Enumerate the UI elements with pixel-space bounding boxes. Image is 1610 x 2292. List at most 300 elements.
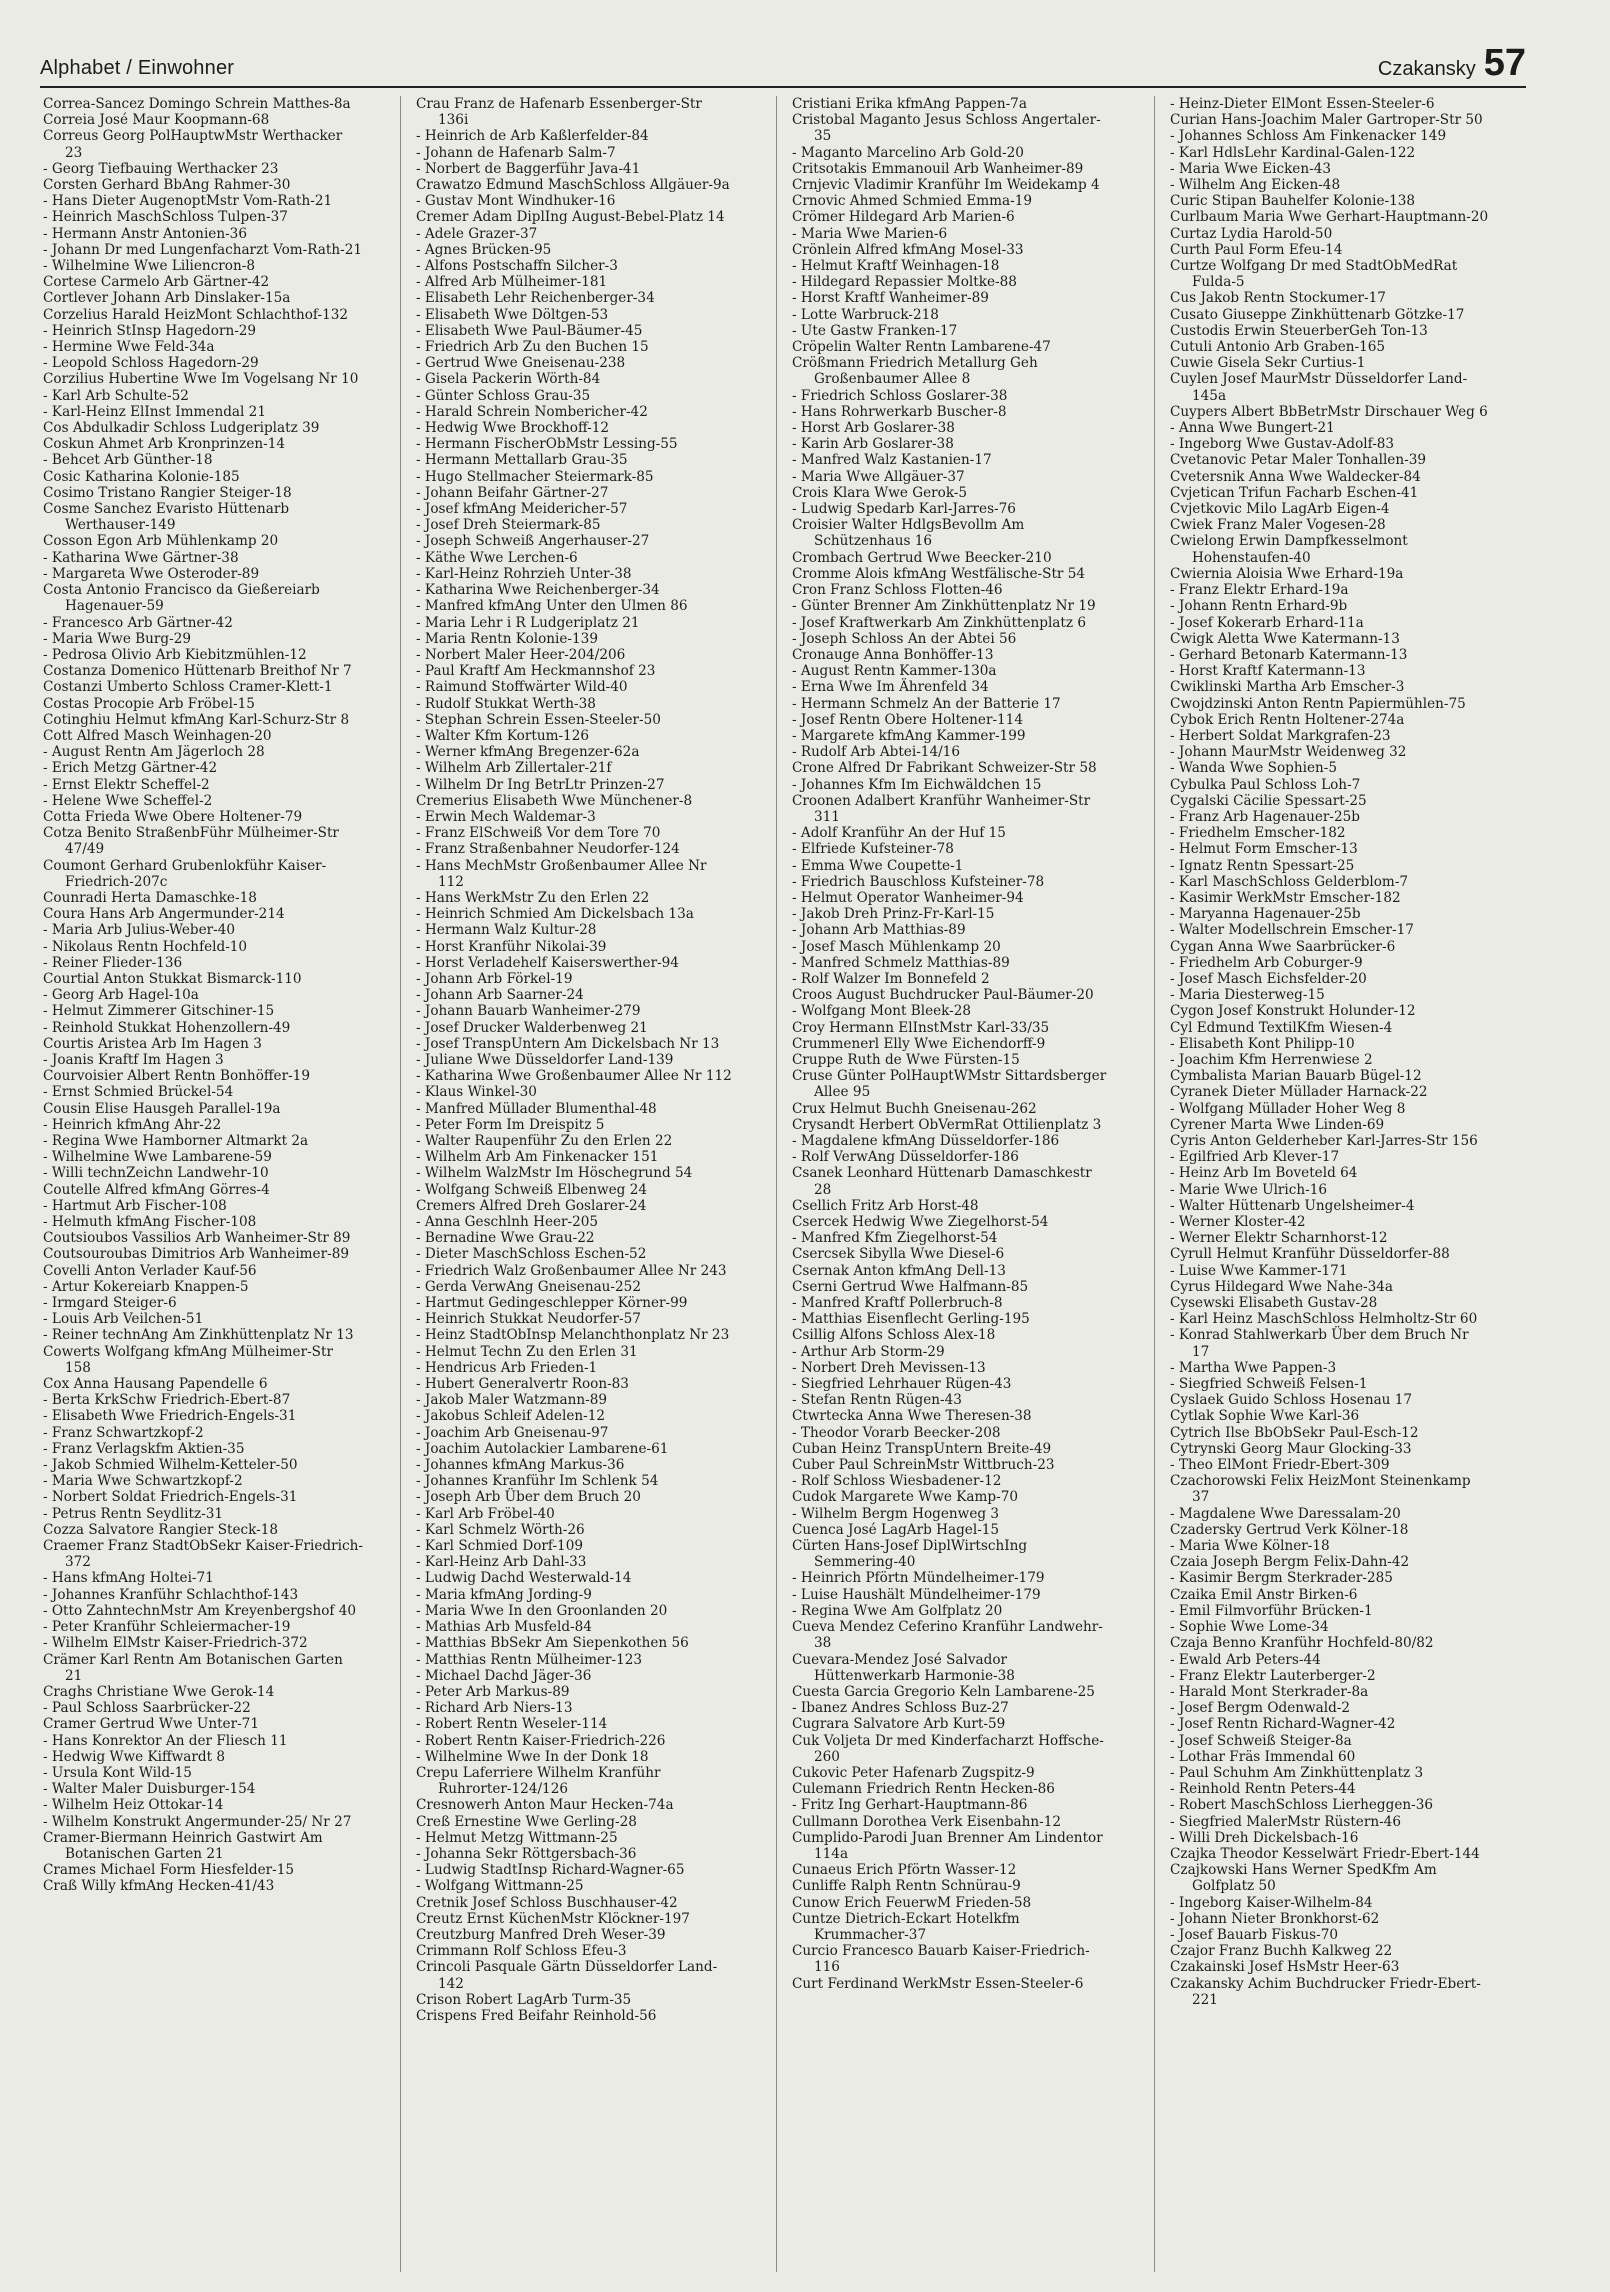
directory-entry: - Richard Arb Niers-13 [416, 1700, 573, 1717]
page-number: 57 [1483, 42, 1526, 84]
directory-entry: - Behcet Arb Günther-18 [43, 452, 213, 469]
directory-entry: - Karl-Heinz Rohrzieh Unter-38 [416, 565, 632, 582]
directory-entry: - Luise Wwe Kammer-171 [1170, 1262, 1348, 1279]
directory-entry: Courtis Aristea Arb Im Hagen 3 [43, 1035, 262, 1052]
directory-entry: Cybulka Paul Schloss Loh-7 [1170, 776, 1361, 793]
directory-entry: - Karl Arb Schulte-52 [43, 387, 189, 404]
directory-entry: - Bernadine Wwe Grau-22 [416, 1230, 595, 1247]
directory-entry: - Heinrich Schmied Am Dickelsbach 13a [416, 906, 694, 923]
directory-entry: Crnjevic Vladimir Kranführ Im Weidekamp 4 [792, 177, 1100, 194]
directory-entry: - Heinz StadtObInsp Melanchthonplatz Nr 23 [416, 1327, 730, 1344]
directory-entry: - Gisela Packerin Wörth-84 [416, 371, 601, 388]
directory-entry: - Louis Arb Veilchen-51 [43, 1311, 204, 1328]
directory-entry: - Rolf VerwAng Düsseldorfer-186 [792, 1149, 1019, 1166]
directory-entry: - Ute Gastw Franken-17 [792, 322, 958, 339]
directory-entry: Cuevara-Mendez José Salvador Hüttenwerkarb Harmonie-38 [792, 1651, 1015, 1684]
directory-entry: - Kasimir Bergm Sterkrader-285 [1170, 1570, 1393, 1587]
directory-entry: - Hartmut Gedingeschlepper Körner-99 [416, 1295, 688, 1312]
directory-entry: Cwigk Aletta Wwe Katermann-13 [1170, 630, 1400, 647]
directory-column-2 [416, 96, 736, 2024]
directory-entry: - Maria Wwe Eicken-43 [1170, 160, 1331, 177]
directory-entry: Cox Anna Hausang Papendelle 6 [43, 1376, 268, 1393]
directory-entry: - Elisabeth Wwe Paul-Bäumer-45 [416, 322, 643, 339]
directory-entry: - Petrus Rentn Seydlitz-31 [43, 1505, 224, 1522]
directory-entry: - Ingeborg Kaiser-Wilhelm-84 [1170, 1894, 1373, 1911]
directory-entry: Correia José Maur Koopmann-68 [43, 112, 270, 129]
directory-entry: - Robert MaschSchloss Lierheggen-36 [1170, 1797, 1434, 1814]
directory-entry: - Friedhelm Arb Coburger-9 [1170, 954, 1363, 971]
directory-entry: Cybok Erich Rentn Holtener-274a [1170, 711, 1405, 728]
directory-entry: - Walter Modellschrein Emscher-17 [1170, 922, 1414, 939]
directory-entry: - Paul Schloss Saarbrücker-22 [43, 1700, 251, 1717]
directory-entry: - Elisabeth Wwe Friedrich-Engels-31 [43, 1408, 297, 1425]
directory-entry: - Manfred Kraftf Pollerbruch-8 [792, 1295, 1003, 1312]
directory-entry: Coutsioubos Vassilios Arb Wanheimer-Str 89 [43, 1230, 351, 1247]
directory-entry: - Reinhold Stukkat Hohenzollern-49 [43, 1019, 291, 1036]
directory-entry: - Josef kfmAng Meidericher-57 [416, 501, 628, 518]
directory-entry: Cunow Erich FeuerwM Frieden-58 [792, 1894, 1032, 1911]
column-divider [400, 96, 401, 2272]
directory-entry: Crois Klara Wwe Gerok-5 [792, 484, 968, 501]
directory-entry: - Maryanna Hagenauer-25b [1170, 906, 1361, 923]
directory-entry: Cyslaek Guido Schloss Hosenau 17 [1170, 1392, 1413, 1409]
directory-entry: - Maria Wwe Schwartzkopf-2 [43, 1473, 243, 1490]
directory-entry: - Hans Konrektor An der Fliesch 11 [43, 1732, 288, 1749]
directory-entry: - Harald Schrein Nombericher-42 [416, 403, 648, 420]
directory-entry: Cvjetican Trifun Facharb Eschen-41 [1170, 484, 1419, 501]
directory-entry: - Joachim Autolackier Lambarene-61 [416, 1440, 669, 1457]
directory-entry: Csanek Leonhard Hüttenarb Damaschkestr 28 [792, 1165, 1092, 1198]
column-divider [776, 96, 777, 2272]
directory-entry: - Wilhelm Arb Am Finkenacker 151 [416, 1149, 659, 1166]
directory-entry: - Wolfgang Schweiß Elbenweg 24 [416, 1181, 647, 1198]
directory-entry: Cytrynski Georg Maur Glocking-33 [1170, 1440, 1412, 1457]
directory-entry: - Johannes Kfm Im Eichwäldchen 15 [792, 776, 1042, 793]
directory-entry: - Josef Masch Mühlenkamp 20 [792, 938, 1001, 955]
directory-entry: Cueva Mendez Ceferino Kranführ Landwehr-38 [792, 1619, 1103, 1652]
directory-entry: Courtial Anton Stukkat Bismarck-110 [43, 970, 302, 987]
directory-entry: - Wilhelmine Wwe In der Donk 18 [416, 1748, 649, 1765]
directory-entry: - Karl-Heinz ElInst Immendal 21 [43, 403, 266, 420]
directory-entry: Crone Alfred Dr Fabrikant Schweizer-Str 58 [792, 760, 1097, 777]
directory-entry: - Alfred Arb Mülheimer-181 [416, 274, 608, 291]
directory-entry: Cunliffe Ralph Rentn Schnürau-9 [792, 1878, 1021, 1895]
directory-entry: Curt Ferdinand WerkMstr Essen-Steeler-6 [792, 1975, 1084, 1992]
directory-entry: - Siegfried Schweiß Felsen-1 [1170, 1376, 1368, 1393]
directory-entry: - Johann Dr med Lungenfacharzt Vom-Rath-21 [43, 241, 363, 258]
directory-entry: - Agnes Brücken-95 [416, 241, 552, 258]
directory-entry: - Alfons Postschaffn Silcher-3 [416, 258, 618, 275]
directory-entry: - Peter Form Im Dreispitz 5 [416, 1116, 605, 1133]
directory-entry: - Regina Wwe Am Golfplatz 20 [792, 1602, 1003, 1619]
directory-entry: Covelli Anton Verlader Kauf-56 [43, 1262, 257, 1279]
directory-entry: - Walter Maler Duisburger-154 [43, 1781, 256, 1798]
directory-entry: - Maria Wwe In den Groonlanden 20 [416, 1602, 668, 1619]
directory-entry: - Wilhelm Ang Eicken-48 [1170, 177, 1341, 194]
directory-entry: - Wilhelm Bergm Hogenweg 3 [792, 1505, 1000, 1522]
directory-entry: Cron Franz Schloss Flotten-46 [792, 582, 1003, 599]
directory-entry: Coura Hans Arb Angermunder-214 [43, 906, 285, 923]
directory-entry: Coskun Ahmet Arb Kronprinzen-14 [43, 436, 286, 453]
directory-entry: - Maria Wwe Kölner-18 [1170, 1538, 1330, 1555]
directory-entry: - Maria Lehr i R Ludgeriplatz 21 [416, 614, 640, 631]
directory-entry: - Otto ZahntechnMstr Am Kreyenbergshof 40 [43, 1602, 357, 1619]
directory-entry: - Erwin Mech Waldemar-3 [416, 808, 596, 825]
directory-entry: - Johann MaurMstr Weidenweg 32 [1170, 744, 1407, 761]
directory-entry: Cosme Sanchez Evaristo Hüttenarb Werthauser-149 [43, 501, 290, 534]
directory-entry: Custodis Erwin SteuerberGeh Ton-13 [1170, 322, 1428, 339]
directory-entry: - Ignatz Rentn Spessart-25 [1170, 857, 1355, 874]
directory-entry: - Franz Straßenbahner Neudorfer-124 [416, 841, 680, 858]
directory-entry: - Josef Bergm Odenwald-2 [1170, 1700, 1351, 1717]
directory-entry: Costa Antonio Francisco da Gießereiarb Hagenauer-59 [43, 582, 320, 615]
directory-entry: - Raimund Stoffwärter Wild-40 [416, 679, 628, 696]
directory-entry: - Herbert Soldat Markgrafen-23 [1170, 727, 1391, 744]
directory-entry: - Josef Bauarb Fiskus-70 [1170, 1926, 1339, 1943]
directory-entry: - Josef Rentn Obere Holtener-114 [792, 711, 1023, 728]
directory-entry: Csercek Hedwig Wwe Ziegelhorst-54 [792, 1214, 1049, 1231]
directory-entry: - Fritz Ing Gerhart-Hauptmann-86 [792, 1797, 1028, 1814]
directory-entry: Cwielong Erwin Dampfkesselmont Hohenstaufen-40 [1170, 533, 1408, 566]
directory-entry: Cutuli Antonio Arb Graben-165 [1170, 339, 1386, 356]
directory-entry: - Friedrich Schloss Goslarer-38 [792, 387, 1008, 404]
directory-entry: - Friedrich Bauschloss Kufsteiner-78 [792, 873, 1045, 890]
directory-entry: - Luise Haushält Mündelheimer-179 [792, 1586, 1041, 1603]
directory-entry: - Hermine Wwe Feld-34a [43, 339, 215, 356]
directory-entry: Croy Hermann ElInstMstr Karl-33/35 [792, 1019, 1050, 1036]
directory-entry: - Johann Arb Saarner-24 [416, 987, 584, 1004]
directory-entry: Coumont Gerhard Grubenlokführ Kaiser-Friedrich-207c [43, 857, 327, 890]
directory-entry: - Joseph Schweiß Angerhauser-27 [416, 533, 650, 550]
directory-entry: - Theodor Vorarb Beecker-208 [792, 1424, 1001, 1441]
directory-entry: Crux Helmut Buchh Gneisenau-262 [792, 1100, 1037, 1117]
directory-entry: - Hartmut Arb Fischer-108 [43, 1197, 227, 1214]
directory-entry: Craemer Franz StadtObSekr Kaiser-Friedrich-372 [43, 1538, 363, 1571]
directory-entry: - Helmuth kfmAng Fischer-108 [43, 1214, 257, 1231]
directory-entry: - Walter Hüttenarb Ungelsheimer-4 [1170, 1197, 1415, 1214]
directory-entry: Cytrich Ilse BbObSekr Paul-Esch-12 [1170, 1424, 1419, 1441]
directory-entry: Cotinghiu Helmut kfmAng Karl-Schurz-Str 8 [43, 711, 350, 728]
directory-entry: - Maria Diesterweg-15 [1170, 987, 1325, 1004]
directory-entry: Cunaeus Erich Pförtn Wasser-12 [792, 1862, 1017, 1879]
directory-entry: Curtze Wolfgang Dr med StadtObMedRat Fulda-5 [1170, 258, 1458, 291]
directory-entry: - Stephan Schrein Essen-Steeler-50 [416, 711, 661, 728]
directory-entry: - Ibanez Andres Schloss Buz-27 [792, 1700, 1009, 1717]
directory-entry: Csillig Alfons Schloss Alex-18 [792, 1327, 996, 1344]
directory-entry: Czachorowski Felix HeizMont Steinenkamp 37 [1170, 1473, 1471, 1506]
directory-entry: Cwiek Franz Maler Vogesen-28 [1170, 517, 1386, 534]
directory-entry: - Rudolf Arb Abtei-14/16 [792, 744, 960, 761]
directory-entry: - Theo ElMont Friedr-Ebert-309 [1170, 1457, 1390, 1474]
directory-entry: - Wanda Wwe Sophien-5 [1170, 760, 1338, 777]
directory-entry: Cuwie Gisela Sekr Curtius-1 [1170, 355, 1366, 372]
directory-entry: Cuban Heinz TranspUntern Breite-49 [792, 1440, 1052, 1457]
directory-entry: - Franz Elektr Erhard-19a [1170, 582, 1349, 599]
directory-entry: - Josef Kraftwerkarb Am Zinkhüttenplatz 6 [792, 614, 1087, 631]
directory-entry: - Josef Schweiß Steiger-8a [1170, 1732, 1352, 1749]
directory-entry: - Erich Metzg Gärtner-42 [43, 760, 218, 777]
directory-entry: - Karl MaschSchloss Gelderblom-7 [1170, 873, 1409, 890]
directory-entry: Critsotakis Emmanouil Arb Wanheimer-89 [792, 160, 1084, 177]
directory-entry: Csernak Anton kfmAng Dell-13 [792, 1262, 1006, 1279]
directory-entry: - Hubert Generalvertr Roon-83 [416, 1376, 629, 1393]
directory-entry: Cremers Alfred Dreh Goslarer-24 [416, 1197, 647, 1214]
directory-entry: - Manfred Schmelz Matthias-89 [792, 954, 1010, 971]
directory-entry: Cwiernia Aloisia Wwe Erhard-19a [1170, 565, 1404, 582]
directory-entry: - Maganto Marcelino Arb Gold-20 [792, 144, 1024, 161]
directory-entry: Cosimo Tristano Rangier Steiger-18 [43, 484, 292, 501]
directory-entry: - Robert Rentn Kaiser-Friedrich-226 [416, 1732, 666, 1749]
directory-entry: - Johann Arb Matthias-89 [792, 922, 966, 939]
directory-entry: - Peter Arb Markus-89 [416, 1683, 570, 1700]
directory-entry: Crummenerl Elly Wwe Eichendorff-9 [792, 1035, 1046, 1052]
directory-entry: - Karl-Heinz Arb Dahl-33 [416, 1554, 587, 1571]
directory-entry: Curth Paul Form Efeu-14 [1170, 241, 1343, 258]
directory-entry: Costanzi Umberto Schloss Cramer-Klett-1 [43, 679, 333, 696]
directory-entry: Cousin Elise Hausgeh Parallel-19a [43, 1100, 281, 1117]
directory-entry: - Hermann Mettallarb Grau-35 [416, 452, 628, 469]
directory-entry: - Hans MechMstr Großenbaumer Allee Nr 112 [416, 857, 707, 890]
directory-entry: - Rolf Schloss Wiesbadener-12 [792, 1473, 1002, 1490]
directory-entry: - Hans Dieter AugenoptMstr Vom-Rath-21 [43, 193, 333, 210]
directory-entry: Coutelle Alfred kfmAng Görres-4 [43, 1181, 270, 1198]
directory-entry: Crau Franz de Hafenarb Essenberger-Str 136i [416, 96, 702, 129]
directory-entry: Croos August Buchdrucker Paul-Bäumer-20 [792, 987, 1094, 1004]
directory-entry: - Elisabeth Kont Philipp-10 [1170, 1035, 1355, 1052]
directory-entry: Cullmann Dorothea Verk Eisenbahn-12 [792, 1813, 1062, 1830]
directory-entry: Cuypers Albert BbBetrMstr Dirschauer Weg 6 [1170, 403, 1488, 420]
directory-entry: Cott Alfred Masch Weinhagen-20 [43, 727, 272, 744]
directory-entry: - Robert Rentn Weseler-114 [416, 1716, 608, 1733]
directory-entry: - Emma Wwe Coupette-1 [792, 857, 964, 874]
directory-entry: Cus Jakob Rentn Stockumer-17 [1170, 290, 1386, 307]
directory-entry: - Horst Kraftf Wanheimer-89 [792, 290, 989, 307]
directory-entry: - Jakob Dreh Prinz-Fr-Karl-15 [792, 906, 995, 923]
directory-entry: - Horst Kraftf Katermann-13 [1170, 663, 1366, 680]
directory-entry: - Josef TranspUntern Am Dickelsbach Nr 13 [416, 1035, 720, 1052]
directory-entry: Cristiani Erika kfmAng Pappen-7a [792, 96, 1027, 112]
directory-entry: Cuntze Dietrich-Eckart Hotelkfm Krummacher-37 [792, 1910, 1020, 1943]
directory-entry: - Günter Brenner Am Zinkhüttenplatz Nr 19 [792, 598, 1096, 615]
directory-entry: - Leopold Schloss Hagedorn-29 [43, 355, 259, 372]
directory-entry: - Margareta Wwe Osteroder-89 [43, 565, 260, 582]
directory-entry: Cysewski Elisabeth Gustav-28 [1170, 1295, 1378, 1312]
directory-entry: Crombach Gertrud Wwe Beecker-210 [792, 549, 1052, 566]
directory-entry: - Norbert Maler Heer-204/206 [416, 646, 626, 663]
directory-entry: - Dieter MaschSchloss Eschen-52 [416, 1246, 647, 1263]
directory-entry: - Hermann Walz Kultur-28 [416, 922, 597, 939]
directory-entry: - Siegfried Lehrhauer Rügen-43 [792, 1376, 1012, 1393]
directory-entry: Cronauge Anna Bonhöffer-13 [792, 646, 994, 663]
directory-entry: - Wolfgang Müllader Hoher Weg 8 [1170, 1100, 1406, 1117]
directory-entry: - Wilhelmine Wwe Liliencron-8 [43, 258, 255, 275]
directory-entry: Cotta Frieda Wwe Obere Holtener-79 [43, 808, 303, 825]
directory-entry: - Johannes kfmAng Markus-36 [416, 1457, 625, 1474]
page-header [40, 30, 1526, 88]
directory-entry: - Gertrud Wwe Gneisenau-238 [416, 355, 626, 372]
directory-entry: Craghs Christiane Wwe Gerok-14 [43, 1683, 275, 1700]
directory-entry: Craß Willy kfmAng Hecken-41/43 [43, 1878, 275, 1895]
directory-entry: Cytlak Sophie Wwe Karl-36 [1170, 1408, 1360, 1425]
directory-entry: - Katharina Wwe Reichenberger-34 [416, 582, 660, 599]
directory-entry: - Maria kfmAng Jording-9 [416, 1586, 592, 1603]
directory-entry: - Wolfgang Wittmann-25 [416, 1878, 584, 1895]
directory-entry: Cyrull Helmut Kranführ Düsseldorfer-88 [1170, 1246, 1450, 1263]
directory-entry: Croonen Adalbert Kranführ Wanheimer-Str 311 [792, 792, 1091, 825]
directory-entry: Czaja Benno Kranführ Hochfeld-80/82 [1170, 1635, 1434, 1652]
directory-entry: Cramer-Biermann Heinrich Gastwirt Am Botanischen Garten 21 [43, 1829, 323, 1862]
directory-entry: - Hedwig Wwe Kiffwardt 8 [43, 1748, 226, 1765]
directory-entry: - Willi Dreh Dickelsbach-16 [1170, 1829, 1359, 1846]
directory-entry: Crnovic Ahmed Schmied Emma-19 [792, 193, 1033, 210]
directory-entry: - Paul Kraftf Am Heckmannshof 23 [416, 663, 656, 680]
directory-entry: Cymbalista Marian Bauarb Bügel-12 [1170, 1068, 1422, 1085]
directory-entry: - Johann Nieter Bronkhorst-62 [1170, 1910, 1380, 1927]
directory-entry: - Lothar Fräs Immendal 60 [1170, 1748, 1356, 1765]
directory-entry: - Josef Dreh Steiermark-85 [416, 517, 601, 534]
directory-entry: Crepu Laferriere Wilhelm Kranführ Ruhrorter-124/126 [416, 1764, 661, 1798]
directory-entry: Crispens Fred Beifahr Reinhold-56 [416, 2007, 657, 2024]
directory-entry: Czaika Emil Anstr Birken-6 [1170, 1586, 1358, 1603]
directory-entry: - Helmut Operator Wanheimer-94 [792, 889, 1024, 906]
column-divider [1154, 96, 1155, 2272]
directory-entry: - Johann Rentn Erhard-9b [1170, 598, 1348, 615]
directory-entry: Crysandt Herbert ObVermRat Ottilienplatz 3 [792, 1116, 1102, 1133]
directory-entry: - Friedhelm Emscher-182 [1170, 825, 1346, 842]
directory-entry: - Norbert de Baggerführ Java-41 [416, 160, 641, 177]
directory-entry: - Francesco Arb Gärtner-42 [43, 614, 233, 631]
directory-entry: - Franz Verlagskfm Aktien-35 [43, 1440, 245, 1457]
directory-entry: - Emil Filmvorführ Brücken-1 [1170, 1602, 1373, 1619]
directory-entry: - Heinz-Dieter ElMont Essen-Steeler-6 [1170, 96, 1435, 112]
directory-entry: - Maria Wwe Allgäuer-37 [792, 468, 965, 485]
directory-entry: Counradi Herta Damaschke-18 [43, 889, 257, 906]
directory-entry: - Käthe Wwe Lerchen-6 [416, 549, 578, 566]
directory-entry: - Anna Wwe Bungert-21 [1170, 420, 1335, 437]
directory-entry: - Horst Kranführ Nikolai-39 [416, 938, 607, 955]
directory-entry: - Helene Wwe Scheffel-2 [43, 792, 213, 809]
directory-entry: - Wilhelmine Wwe Lambarene-59 [43, 1149, 272, 1166]
directory-column-1 [43, 96, 363, 1895]
directory-entry: - Johanna Sekr Röttgersbach-36 [416, 1845, 637, 1862]
directory-entry: - Hugo Stellmacher Steiermark-85 [416, 468, 654, 485]
directory-entry: Coutsouroubas Dimitrios Arb Wanheimer-89 [43, 1246, 349, 1263]
directory-entry: - Konrad Stahlwerkarb Über dem Bruch Nr 17 [1170, 1327, 1469, 1360]
directory-entry: - Joanis Kraftf Im Hagen 3 [43, 1051, 224, 1068]
directory-entry: - Joseph Schloss An der Abtei 56 [792, 630, 1017, 647]
directory-entry: - Josef Masch Eichsfelder-20 [1170, 970, 1367, 987]
directory-entry: - Elfriede Kufsteiner-78 [792, 841, 954, 858]
directory-entry: - Reinhold Rentn Peters-44 [1170, 1781, 1356, 1798]
directory-entry: - Georg Arb Hagel-10a [43, 987, 199, 1004]
directory-entry: - Arthur Arb Storm-29 [792, 1343, 945, 1360]
directory-entry: Cvetanovic Petar Maler Tonhallen-39 [1170, 452, 1426, 469]
directory-entry: - Maria Rentn Kolonie-139 [416, 630, 598, 647]
directory-entry: - Horst Verladehelf Kaiserswerther-94 [416, 954, 679, 971]
directory-entry: Cudok Margarete Wwe Kamp-70 [792, 1489, 1019, 1506]
directory-entry: - Joseph Arb Über dem Bruch 20 [416, 1489, 641, 1506]
directory-entry: - Josef Rentn Richard-Wagner-42 [1170, 1716, 1396, 1733]
directory-entry: - Josef Kokerarb Erhard-11a [1170, 614, 1364, 631]
directory-entry: - Ernst Schmied Brückel-54 [43, 1084, 234, 1101]
directory-entry: - Helmut Techn Zu den Erlen 31 [416, 1343, 638, 1360]
directory-entry: - Hermann Schmelz An der Batterie 17 [792, 695, 1061, 712]
directory-entry: - Manfred Kfm Ziegelhorst-54 [792, 1230, 998, 1247]
directory-entry: Crönlein Alfred kfmAng Mosel-33 [792, 241, 1024, 258]
directory-entry: Cresnowerh Anton Maur Hecken-74a [416, 1797, 674, 1814]
directory-entry: Crincoli Pasquale Gärtn Düsseldorfer Land-142 [416, 1959, 718, 1992]
directory-entry: - Gustav Mont Windhuker-16 [416, 193, 616, 210]
directory-entry: Corsten Gerhard BbAng Rahmer-30 [43, 177, 291, 194]
directory-entry: Cygan Anna Wwe Saarbrücker-6 [1170, 938, 1396, 955]
directory-entry: - Ludwig Spedarb Karl-Jarres-76 [792, 501, 1016, 518]
directory-entry: - Heinrich StInsp Hagedorn-29 [43, 322, 257, 339]
directory-entry: - Friedrich Walz Großenbaumer Allee Nr 243 [416, 1262, 727, 1279]
directory-entry: - Günter Schloss Grau-35 [416, 387, 591, 404]
directory-entry: - Johannes Kranführ Im Schlenk 54 [416, 1473, 659, 1490]
directory-entry: Cvjetkovic Milo LagArb Eigen-4 [1170, 501, 1390, 518]
directory-entry: Courvoisier Albert Rentn Bonhöffer-19 [43, 1068, 310, 1085]
directory-entry: - Joachim Kfm Herrenwiese 2 [1170, 1051, 1373, 1068]
directory-entry: - Ernst Elektr Scheffel-2 [43, 776, 210, 793]
directory-entry: Cserni Gertrud Wwe Halfmann-85 [792, 1278, 1029, 1295]
directory-entry: - Georg Tiefbauing Werthacker 23 [43, 160, 279, 177]
directory-entry: - Johann Arb Förkel-19 [416, 970, 573, 987]
directory-entry: - Werner Elektr Scharnhorst-12 [1170, 1230, 1388, 1247]
running-head-name: Czakansky [1377, 58, 1476, 80]
directory-entry: - Magdalene Wwe Daressalam-20 [1170, 1505, 1401, 1522]
directory-entry: Correa-Sancez Domingo Schrein Matthes-8a [43, 96, 351, 112]
directory-entry: - Maria Wwe Marien-6 [792, 225, 948, 242]
directory-entry: - Erna Wwe Im Ährenfeld 34 [792, 679, 989, 696]
directory-entry: Curtaz Lydia Harold-50 [1170, 225, 1333, 242]
directory-entry: - Reiner Flieder-136 [43, 954, 183, 971]
directory-entry: Crämer Karl Rentn Am Botanischen Garten 21 [43, 1651, 343, 1684]
directory-entry: - Klaus Winkel-30 [416, 1084, 537, 1101]
directory-entry: - Wilhelm Dr Ing BetrLtr Prinzen-27 [416, 776, 665, 793]
directory-entry: - Katharina Wwe Gärtner-38 [43, 549, 239, 566]
directory-entry: Costanza Domenico Hüttenarb Breithof Nr 7 [43, 663, 352, 680]
directory-entry: - Helmut Form Emscher-13 [1170, 841, 1358, 858]
directory-entry: - Hermann FischerObMstr Lessing-55 [416, 436, 678, 453]
directory-entry: - Matthias Rentn Mülheimer-123 [416, 1651, 643, 1668]
directory-entry: - Jakob Maler Watzmann-89 [416, 1392, 608, 1409]
directory-entry: - Elisabeth Wwe Döltgen-53 [416, 306, 609, 323]
directory-entry: Cremer Adam DiplIng August-Bebel-Platz 14 [416, 209, 725, 226]
directory-entry: - Karl Schmied Dorf-109 [416, 1538, 583, 1555]
directory-entry: Cvetersnik Anna Wwe Waldecker-84 [1170, 468, 1421, 485]
directory-entry: - Ewald Arb Peters-44 [1170, 1651, 1321, 1668]
directory-entry: Culemann Friedrich Rentn Hecken-86 [792, 1781, 1055, 1798]
directory-entry: Creutzburg Manfred Dreh Weser-39 [416, 1926, 666, 1943]
directory-entry: Cumplido-Parodi Juan Brenner Am Lindentor 114a [792, 1829, 1103, 1862]
directory-entry: Cotza Benito StraßenbFühr Mülheimer-Str 47/49 [43, 825, 339, 858]
directory-entry: - Matthias Eisenflecht Gerling-195 [792, 1311, 1030, 1328]
directory-entry: - Norbert Soldat Friedrich-Engels-31 [43, 1489, 298, 1506]
directory-entry: - Heinz Arb Im Boveteld 64 [1170, 1165, 1358, 1182]
directory-entry: - Walter Raupenführ Zu den Erlen 22 [416, 1133, 673, 1149]
directory-entry: - Rolf Walzer Im Bonnefeld 2 [792, 970, 990, 987]
directory-entry: - Elisabeth Lehr Reichenberger-34 [416, 290, 655, 307]
directory-entry: Cozza Salvatore Rangier Steck-18 [43, 1521, 279, 1538]
directory-entry: - Reiner technAng Am Zinkhüttenplatz Nr 13 [43, 1327, 354, 1344]
directory-entry: Czakansky Achim Buchdrucker Friedr-Ebert-221 [1170, 1975, 1481, 2008]
directory-entry: Czaia Joseph Bergm Felix-Dahn-42 [1170, 1554, 1410, 1571]
directory-entry: - Hans WerkMstr Zu den Erlen 22 [416, 889, 650, 906]
directory-entry: Cosic Katharina Kolonie-185 [43, 468, 240, 485]
directory-entry: - Joachim Arb Gneisenau-97 [416, 1424, 609, 1441]
directory-entry: - Heinrich Stukkat Neudorfer-57 [416, 1311, 641, 1328]
